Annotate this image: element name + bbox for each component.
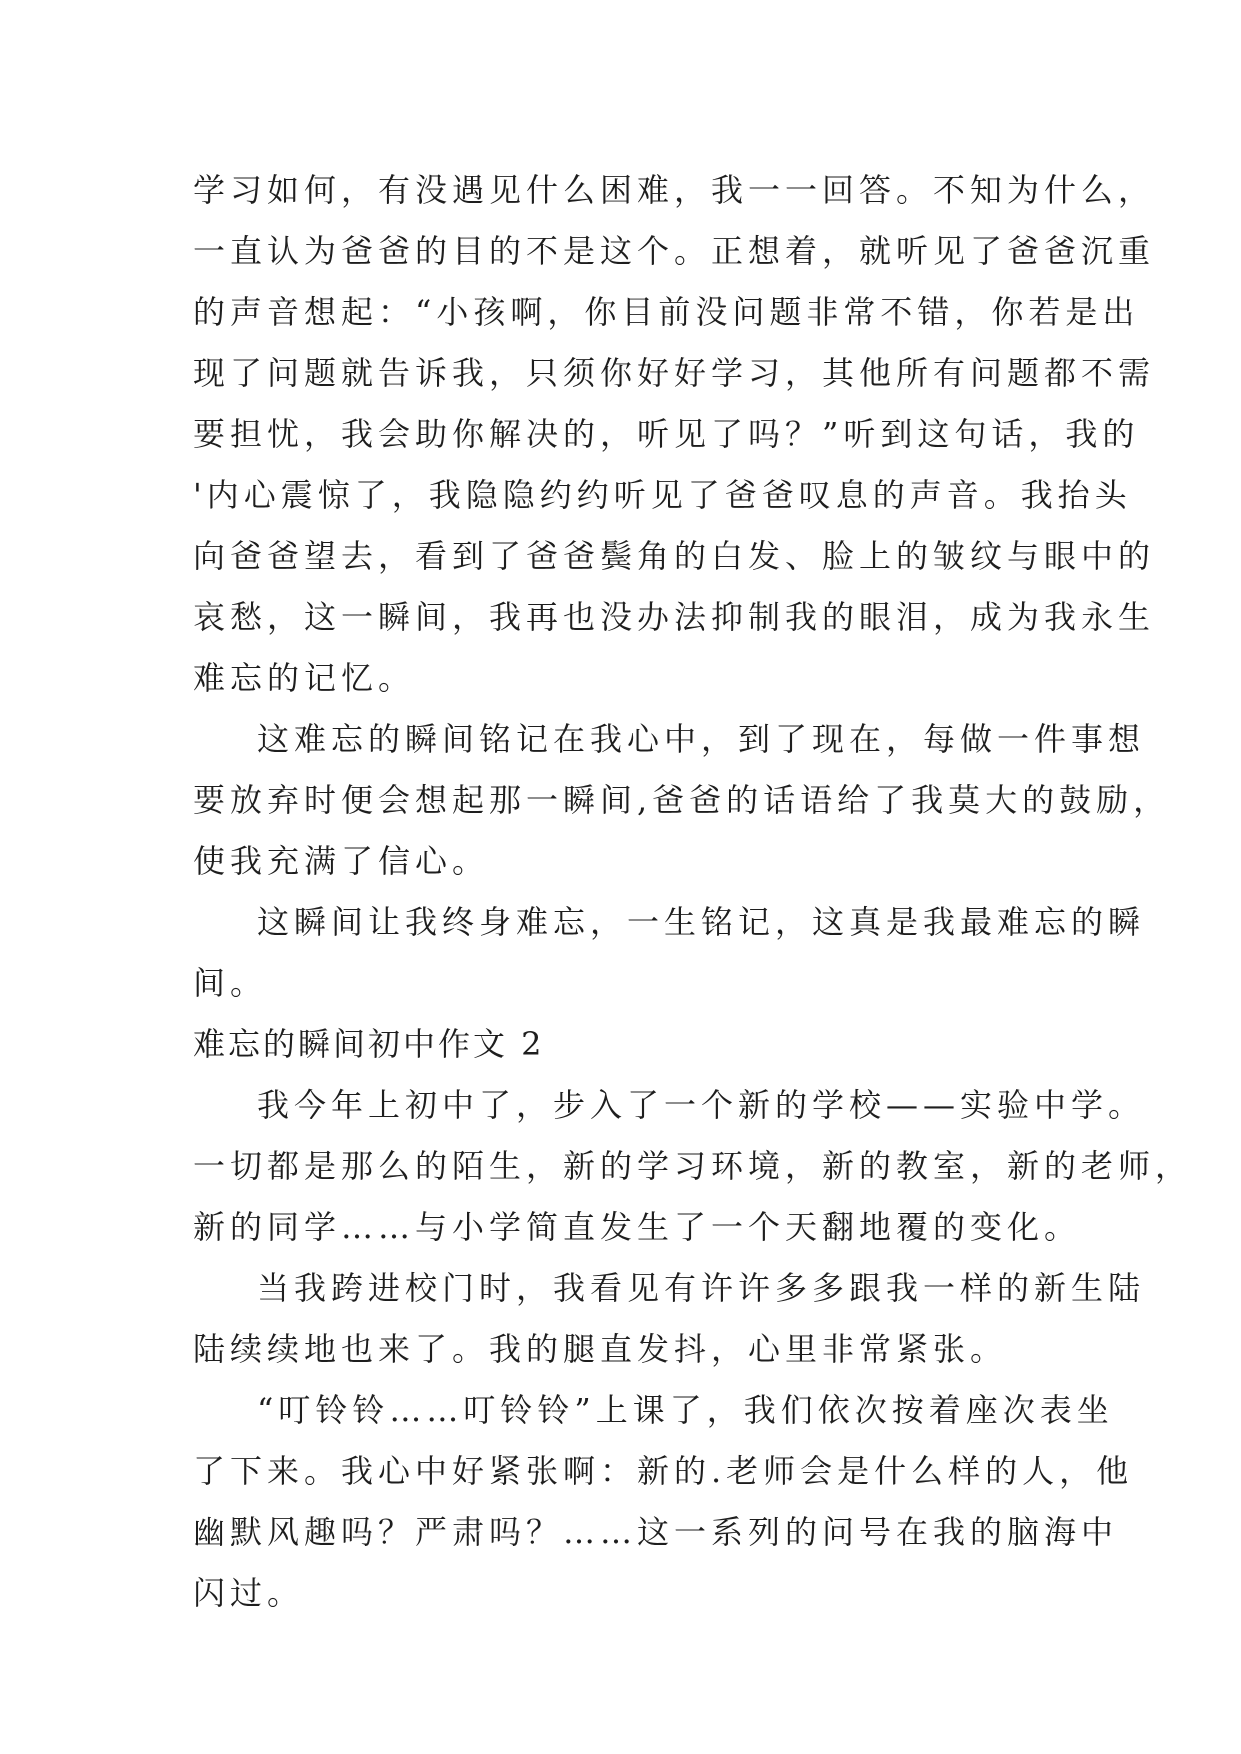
text-line: 一直认为爸爸的目的不是这个。正想着，就听见了爸爸沉重 — [193, 232, 1156, 270]
paragraph — [193, 709, 1171, 892]
text-line: 的声音想起：“小孩啊，你目前没问题非常不错，你若是出 — [193, 293, 1140, 331]
text-line: 向爸爸望去，看到了爸爸鬓角的白发、脸上的皱纹与眼中的 — [193, 537, 1156, 575]
text-line: 了下来。我心中好紧张啊：新的.老师会是什么样的人，他 — [193, 1452, 1134, 1490]
paragraph — [193, 1075, 1193, 1258]
essay-heading: 难忘的瞬间初中作文 2 — [193, 1025, 545, 1063]
text-line: 陆续续地也来了。我的腿直发抖，心里非常紧张。 — [193, 1330, 1008, 1368]
text-line: '内心震惊了，我隐隐约约听见了爸爸叹息的声音。我抬头 — [193, 476, 1132, 514]
text-line: 新的同学……与小学简直发生了一个天翻地覆的变化。 — [193, 1208, 1082, 1246]
paragraph — [193, 1380, 1134, 1624]
text-line: 这难忘的瞬间铭记在我心中，到了现在，每做一件事想 — [257, 720, 1146, 758]
text-line: 间。 — [193, 964, 268, 1002]
text-line: “叮铃铃……叮铃铃”上课了，我们依次按着座次表坐 — [257, 1391, 1114, 1429]
text-line: 我今年上初中了，步入了一个新的学校——实验中学。 — [257, 1086, 1146, 1124]
text-line: 闪过。 — [193, 1574, 305, 1612]
text-line: 幽默风趣吗？严肃吗？……这一系列的问号在我的脑海中 — [193, 1513, 1119, 1551]
text-line: 要放弃时便会想起那一瞬间,爸爸的话语给了我莫大的鼓励， — [193, 781, 1171, 819]
text-line: 现了问题就告诉我，只须你好好学习，其他所有问题都不需 — [193, 354, 1156, 392]
text-line: 当我跨进校门时，我看见有许许多多跟我一样的新生陆 — [257, 1269, 1146, 1307]
text-line: 哀愁，这一瞬间，我再也没办法抑制我的眼泪，成为我永生 — [193, 598, 1156, 636]
text-line: 要担忧，我会助你解决的，听见了吗？”听到这句话，我的 — [193, 415, 1140, 453]
text-line: 难忘的记忆。 — [193, 659, 416, 697]
text-line: 使我充满了信心。 — [193, 842, 490, 880]
text-line: 学习如何，有没遇见什么困难，我一一回答。不知为什么， — [193, 171, 1156, 209]
essay-body — [193, 160, 1193, 1624]
paragraph — [193, 1258, 1146, 1380]
text-line: 这瞬间让我终身难忘，一生铭记，这真是我最难忘的瞬 — [257, 903, 1146, 941]
paragraph — [193, 892, 1146, 1014]
paragraph-continued — [193, 160, 1156, 709]
text-line: 一切都是那么的陌生，新的学习环境，新的教室，新的老师， — [193, 1147, 1193, 1185]
